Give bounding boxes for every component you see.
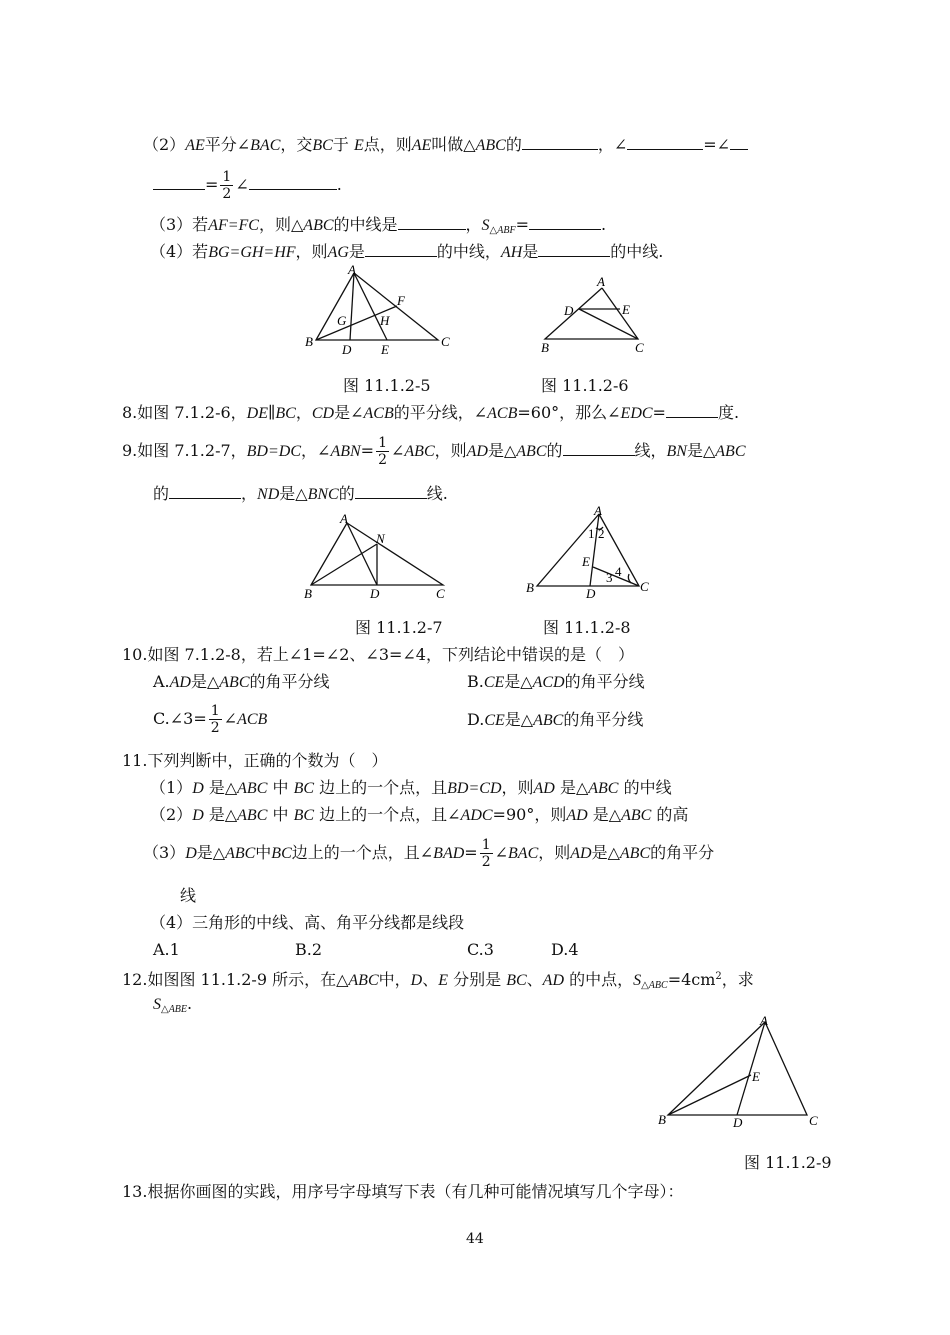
answer-blank[interactable] (563, 441, 635, 456)
label-d: D (733, 1115, 743, 1130)
caption-fig8: 图 11.1.2-8 (543, 618, 631, 637)
label-d: D (586, 586, 596, 601)
answer-blank[interactable] (666, 403, 718, 418)
triangle-abc (537, 514, 639, 586)
question-12-line1: 12.如图图 11.1.2-9 所示，在△ABC中，D、E 分别是 BC、AD 的中点，$S_{\triangle ABC}=4cm^2$，求 (122, 970, 754, 991)
figure-11-1-2-8 (520, 502, 655, 602)
q10-option-d[interactable]: D.CE是△ABC的角平分线 (467, 710, 644, 729)
question-8: 8.如图 7.1.2-6，DE∥BC，CD是∠ACB的平分线，∠ACB=60°，那么∠EDC= 度. (122, 403, 740, 422)
label-b: B (304, 586, 312, 601)
segment-ad (350, 273, 354, 340)
label-e: E (381, 342, 389, 357)
caption-fig6: 图 11.1.2-6 (541, 376, 629, 395)
label-d: D (564, 303, 574, 318)
answer-blank[interactable] (730, 135, 748, 150)
triangle-abc (316, 273, 438, 340)
label-e: E (752, 1069, 760, 1084)
segment-ae (354, 273, 387, 340)
q11-statement-2: （2）D 是△ABC 中 BC 边上的一个点，且∠ADC=90°，则AD 是△ABC 的高 (150, 805, 689, 824)
fraction-half: $\frac{1}{2}$ (210, 703, 220, 736)
question-12-line2: $S_{\triangle ABE}$. (153, 994, 193, 1015)
triangle-abc (668, 1022, 807, 1115)
figure-11-1-2-6 (535, 270, 655, 358)
q11-option-b[interactable]: B.2 (295, 940, 323, 959)
label-g: G (337, 313, 347, 328)
q11-option-c[interactable]: C.3 (467, 940, 494, 959)
question-13: 13.根据你画图的实践，用序号字母填写下表（有几种可能情况填写几个字母）： (122, 1182, 684, 1201)
label-b: B (541, 340, 549, 355)
q7-part4: （4）若BG=GH=HF，则AG是 的中线，AH是 的中线. (150, 242, 664, 261)
label-d: D (370, 586, 380, 601)
question-9-line1: 9.如图 7.1.2-7，BD=DC，∠ABN= $\frac{1}{2}$ ∠ABC，则AD是△ABC的 线，BN是△ABC (122, 435, 746, 468)
label-4: 4 (615, 564, 622, 579)
segment-ad (590, 514, 599, 586)
q7-part3: （3）若AF=FC，则△ABC的中线是 ，$S_{\triangle ABF}=$ . (150, 215, 607, 236)
fraction-half: $\frac{1}{2}$ (481, 837, 491, 870)
q7-part2-line1: （2）AE平分∠BAC，交BC于 E点，则AE叫做△ABC的 ，∠ =∠ (143, 135, 748, 156)
answer-blank[interactable] (355, 484, 427, 499)
caption-fig7: 图 11.1.2-7 (355, 618, 443, 637)
figure-11-1-2-7 (300, 508, 460, 603)
label-e: E (622, 302, 630, 317)
fraction-half: $\frac{1}{2}$ (222, 169, 232, 202)
label-n: N (376, 531, 385, 546)
page-number: 44 (466, 1231, 484, 1247)
q11-statement-4: （4）三角形的中线、高、角平分线都是线段 (150, 913, 465, 932)
label-a: A (340, 511, 348, 526)
label-f: F (397, 293, 405, 308)
q11-option-d[interactable]: D.4 (551, 940, 579, 959)
answer-blank[interactable] (365, 242, 437, 257)
answer-blank[interactable] (522, 135, 598, 150)
figure-11-1-2-5 (300, 262, 460, 357)
label-a: A (760, 1013, 768, 1028)
q11-option-a[interactable]: A.1 (153, 940, 180, 959)
q10-option-a[interactable]: A.AD是△ABC的角平分线 (153, 672, 330, 691)
figure-11-1-2-9 (650, 1008, 830, 1133)
question-9-line2: 的 ，ND是△BNC的 线. (153, 484, 448, 503)
caption-fig5: 图 11.1.2-5 (343, 376, 431, 395)
question-11: 11.下列判断中，正确的个数为（ ） (122, 751, 388, 770)
label-3: 3 (606, 570, 613, 585)
answer-blank[interactable] (398, 215, 466, 230)
answer-blank[interactable] (153, 175, 205, 190)
answer-blank[interactable] (169, 484, 241, 499)
q10-option-b[interactable]: B.CE是△ACD的角平分线 (467, 672, 645, 691)
answer-blank[interactable] (627, 135, 703, 150)
label-h: H (380, 313, 390, 328)
label-d: D (342, 342, 352, 357)
q11-statement-3-cont: 线 (180, 886, 197, 905)
q11-statement-3: （3）D是△ABC中BC边上的一个点，且∠BAD= $\frac{1}{2}$ ∠BAC，则AD是△ABC的角平分 (143, 837, 715, 870)
label-c: C (640, 579, 649, 594)
label-b: B (526, 580, 534, 595)
label-b: B (658, 1112, 666, 1127)
label-b: B (305, 334, 313, 349)
question-10: 10.如图 7.1.2-8，若上∠1=∠2、∠3=∠4，下列结论中错误的是（ ） (122, 645, 634, 664)
caption-fig9: 图 11.1.2-9 (744, 1153, 832, 1172)
answer-blank[interactable] (529, 215, 601, 230)
answer-blank[interactable] (538, 242, 610, 257)
label-c: C (809, 1113, 818, 1128)
label-e: E (582, 554, 590, 569)
answer-blank[interactable] (249, 175, 337, 190)
label-c: C (635, 340, 644, 355)
label-c: C (436, 586, 445, 601)
label-a: A (594, 503, 602, 518)
label-c: C (441, 334, 450, 349)
q10-option-c[interactable]: C.∠3= $\frac{1}{2}$ ∠ACB (153, 703, 268, 736)
label-2: 2 (598, 526, 605, 541)
label-a: A (348, 262, 356, 277)
label-a: A (597, 274, 605, 289)
fraction-half: $\frac{1}{2}$ (378, 435, 387, 468)
q11-statement-1: （1）D 是△ABC 中 BC 边上的一个点，且BD=CD，则AD 是△ABC 的中线 (150, 778, 672, 797)
label-1: 1 (588, 526, 595, 541)
q7-part2-line2: = $\frac{1}{2}$ ∠ . (153, 166, 342, 204)
